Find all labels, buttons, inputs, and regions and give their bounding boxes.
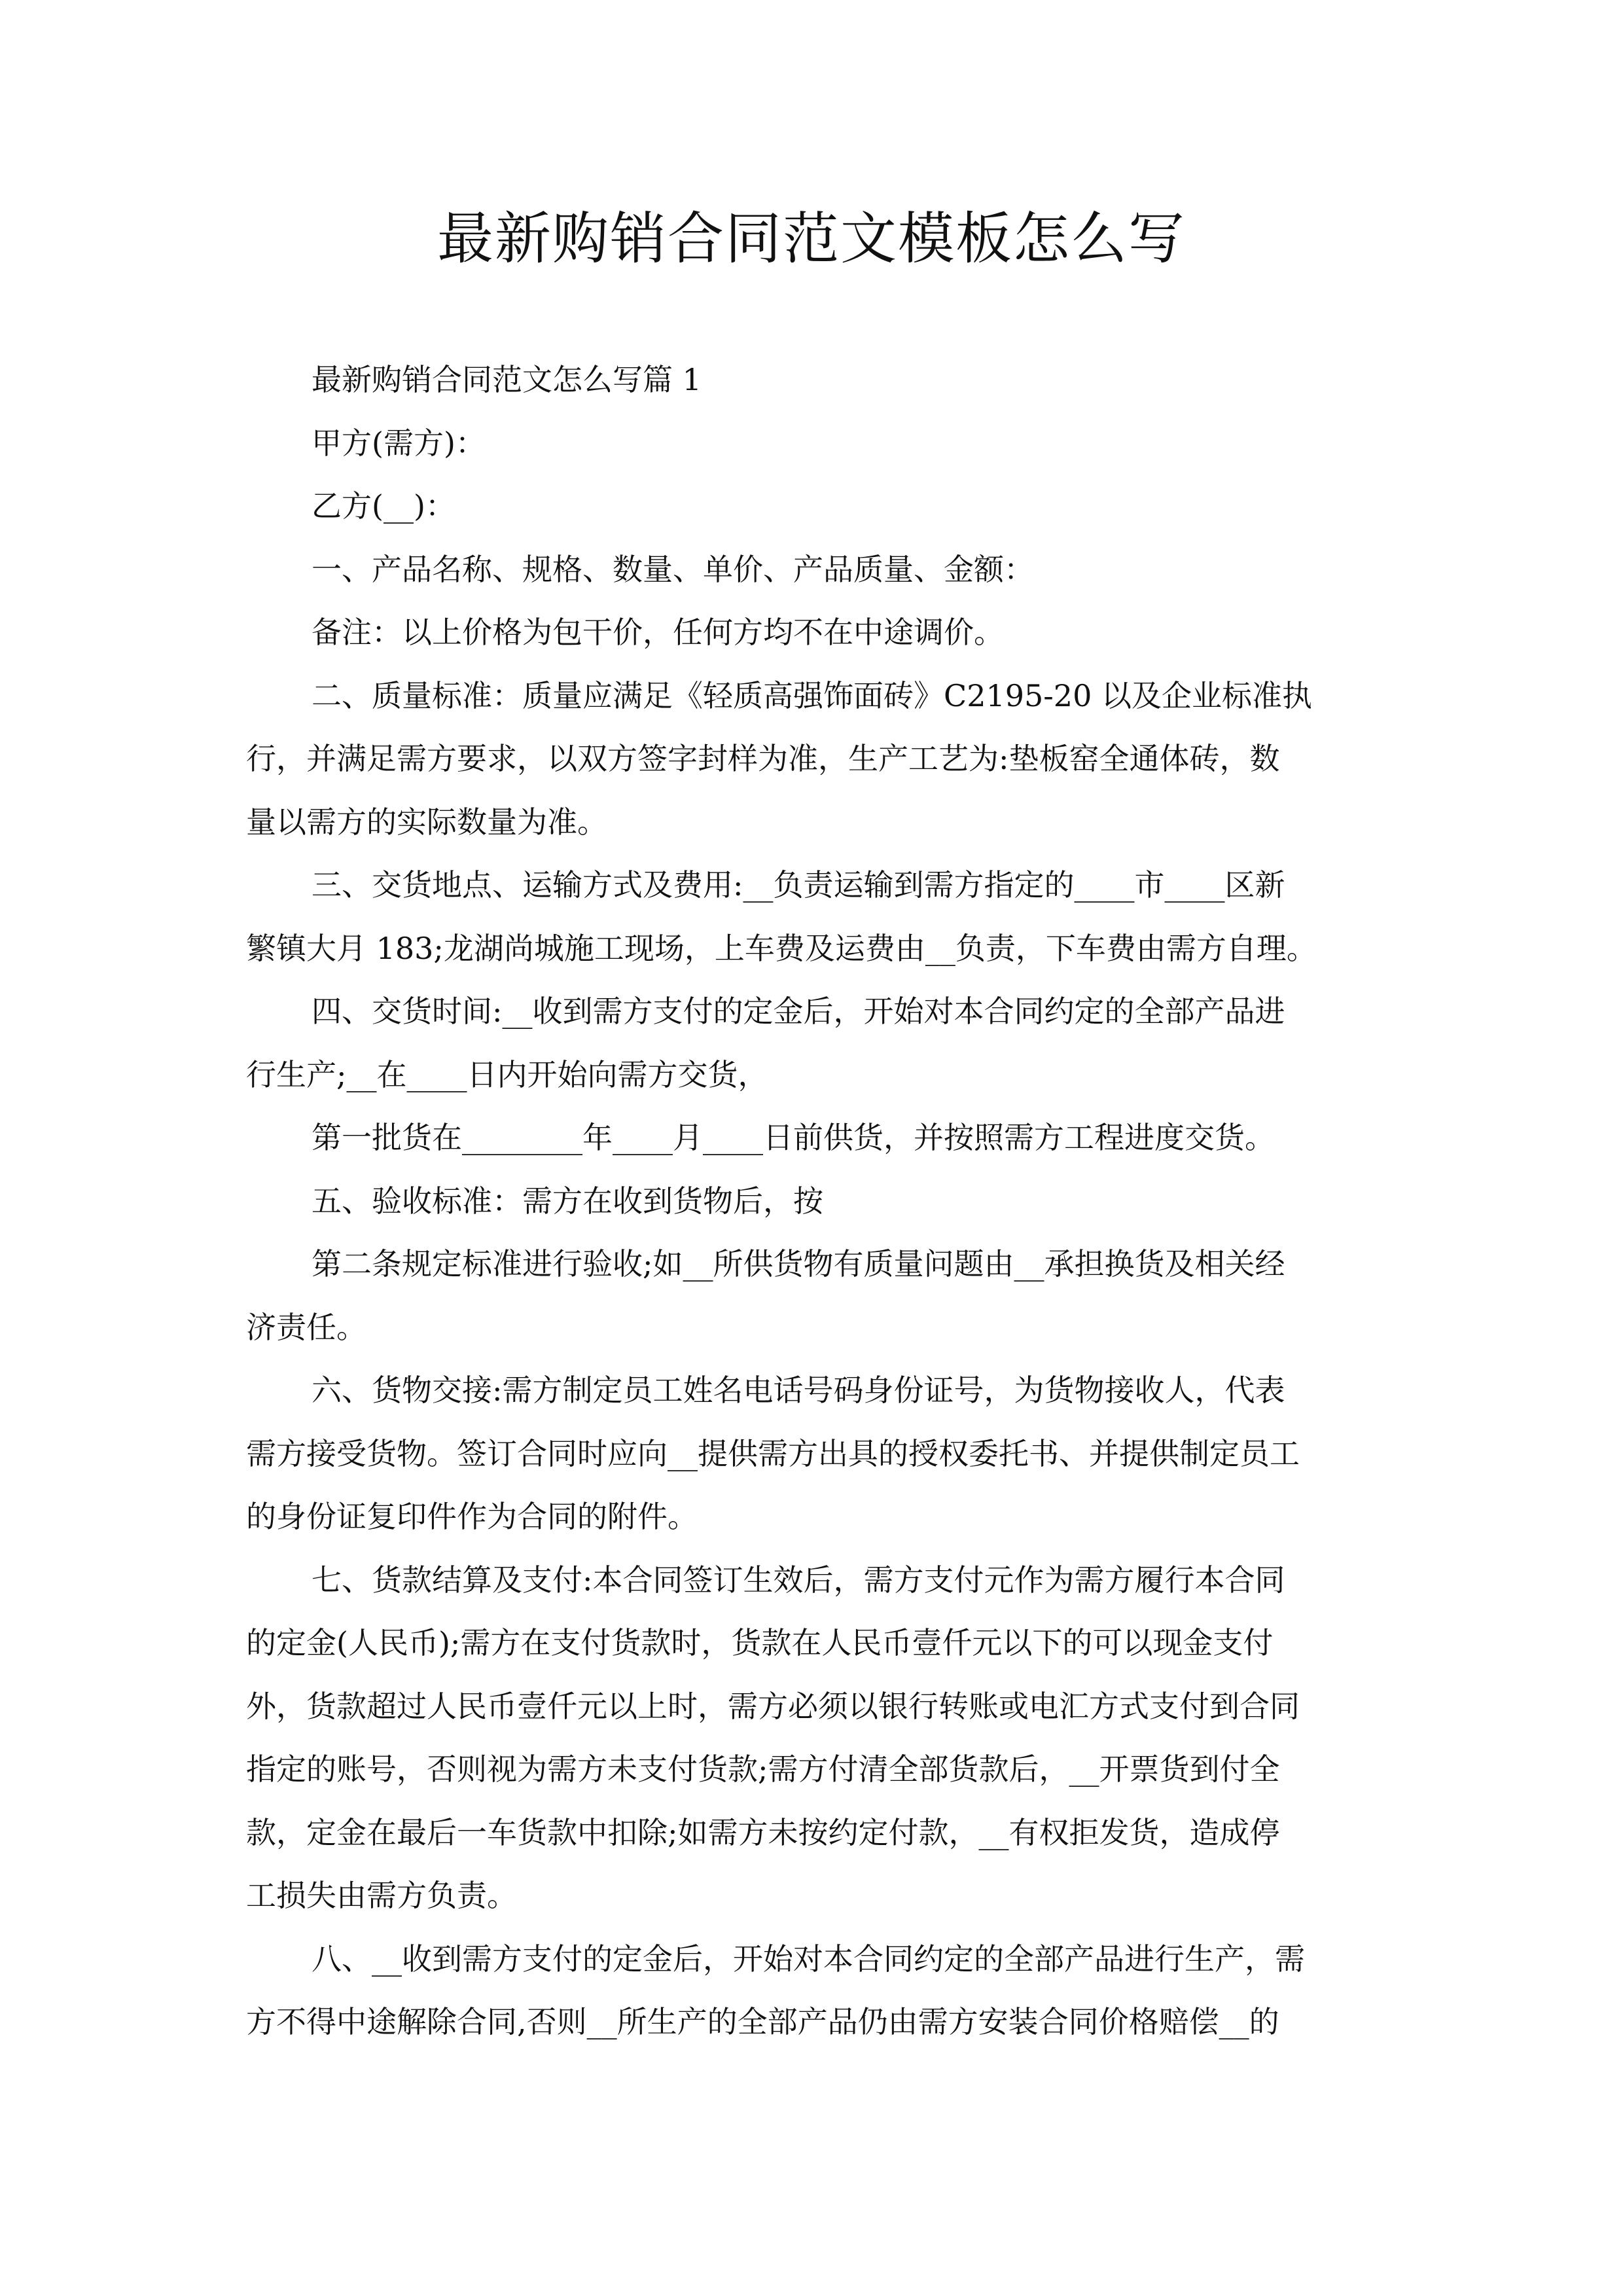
clause-7-line-3: 外，货款超过人民币壹仟元以上时，需方必须以银行转账或电汇方式支付到合同 — [246, 1688, 1300, 1724]
section-heading: 最新购销合同范文怎么写篇 1 — [312, 362, 702, 397]
clause-6-line-2: 需方接受货物。签订合同时应向__提供需方出具的授权委托书、并提供制定员工 — [246, 1435, 1300, 1471]
clause-7-line-6: 工损失由需方负责。 — [246, 1878, 517, 1913]
clause-4-line-2: 行生产;__在____日内开始向需方交货， — [246, 1056, 768, 1092]
clause-7-line-5: 款，定金在最后一车货款中扣除;如需方未按约定付款，__有权拒发货，造成停 — [246, 1814, 1280, 1850]
clause-2-line-3: 量以需方的实际数量为准。 — [246, 804, 607, 840]
clause-8-line-1: 八、__收到需方支付的定金后，开始对本合同约定的全部产品进行生产，需 — [312, 1941, 1305, 1977]
party-b-line: 乙方(__)： — [312, 488, 455, 524]
clause-5-line-1: 五、验收标准：需方在收到货物后，按 — [312, 1183, 823, 1219]
document-title: 最新购销合同范文模板怎么写 — [437, 206, 1186, 272]
clause-2-line-2: 行，并满足需方要求，以双方签字封样为准，生产工艺为:垫板窑全通体砖，数 — [246, 741, 1280, 776]
clause-7-line-1: 七、货款结算及支付:本合同签订生效后，需方支付元作为需方履行本合同 — [312, 1562, 1285, 1598]
clause-4-line-3: 第一批货在________年____月____日前供货，并按照需方工程进度交货。 — [312, 1120, 1275, 1155]
clause-6-line-1: 六、货物交接:需方制定员工姓名电话号码身份证号，为货物接收人，代表 — [312, 1372, 1285, 1408]
clause-4-line-1: 四、交货时间:__收到需方支付的定金后，开始对本合同约定的全部产品进 — [312, 994, 1285, 1029]
clause-3-line-1: 三、交货地点、运输方式及费用:__负责运输到需方指定的____市____区新 — [312, 867, 1285, 903]
clause-6-line-3: 的身份证复印件作为合同的附件。 — [246, 1499, 698, 1534]
clause-5-line-3: 济责任。 — [246, 1309, 366, 1345]
clause-5-line-2: 第二条规定标准进行验收;如__所供货物有质量问题由__承担换货及相关经 — [312, 1246, 1285, 1282]
clause-7-line-4: 指定的账号，否则视为需方未支付货款;需方付清全部货款后，__开票货到付全 — [246, 1751, 1280, 1787]
document-body — [246, 348, 1378, 2054]
party-a-line: 甲方(需方)： — [312, 425, 486, 461]
clause-1-heading: 一、产品名称、规格、数量、单价、产品质量、金额： — [312, 551, 1034, 587]
clause-3-line-2: 繁镇大月 183;龙湖尚城施工现场，上车费及运费由__负责，下车费由需方自理。 — [246, 930, 1317, 966]
clause-8-line-2: 方不得中途解除合同,否则__所生产的全部产品仍由需方安装合同价格赔偿__的 — [246, 2004, 1279, 2039]
clause-7-line-2: 的定金(人民币);需方在支付货款时，货款在人民币壹仟元以下的可以现金支付 — [246, 1625, 1274, 1660]
clause-1-note: 备注：以上价格为包干价，任何方均不在中途调价。 — [312, 615, 1004, 650]
clause-2-line-1: 二、质量标准：质量应满足《轻质高强饰面砖》C2195-20 以及企业标准执 — [312, 677, 1312, 713]
